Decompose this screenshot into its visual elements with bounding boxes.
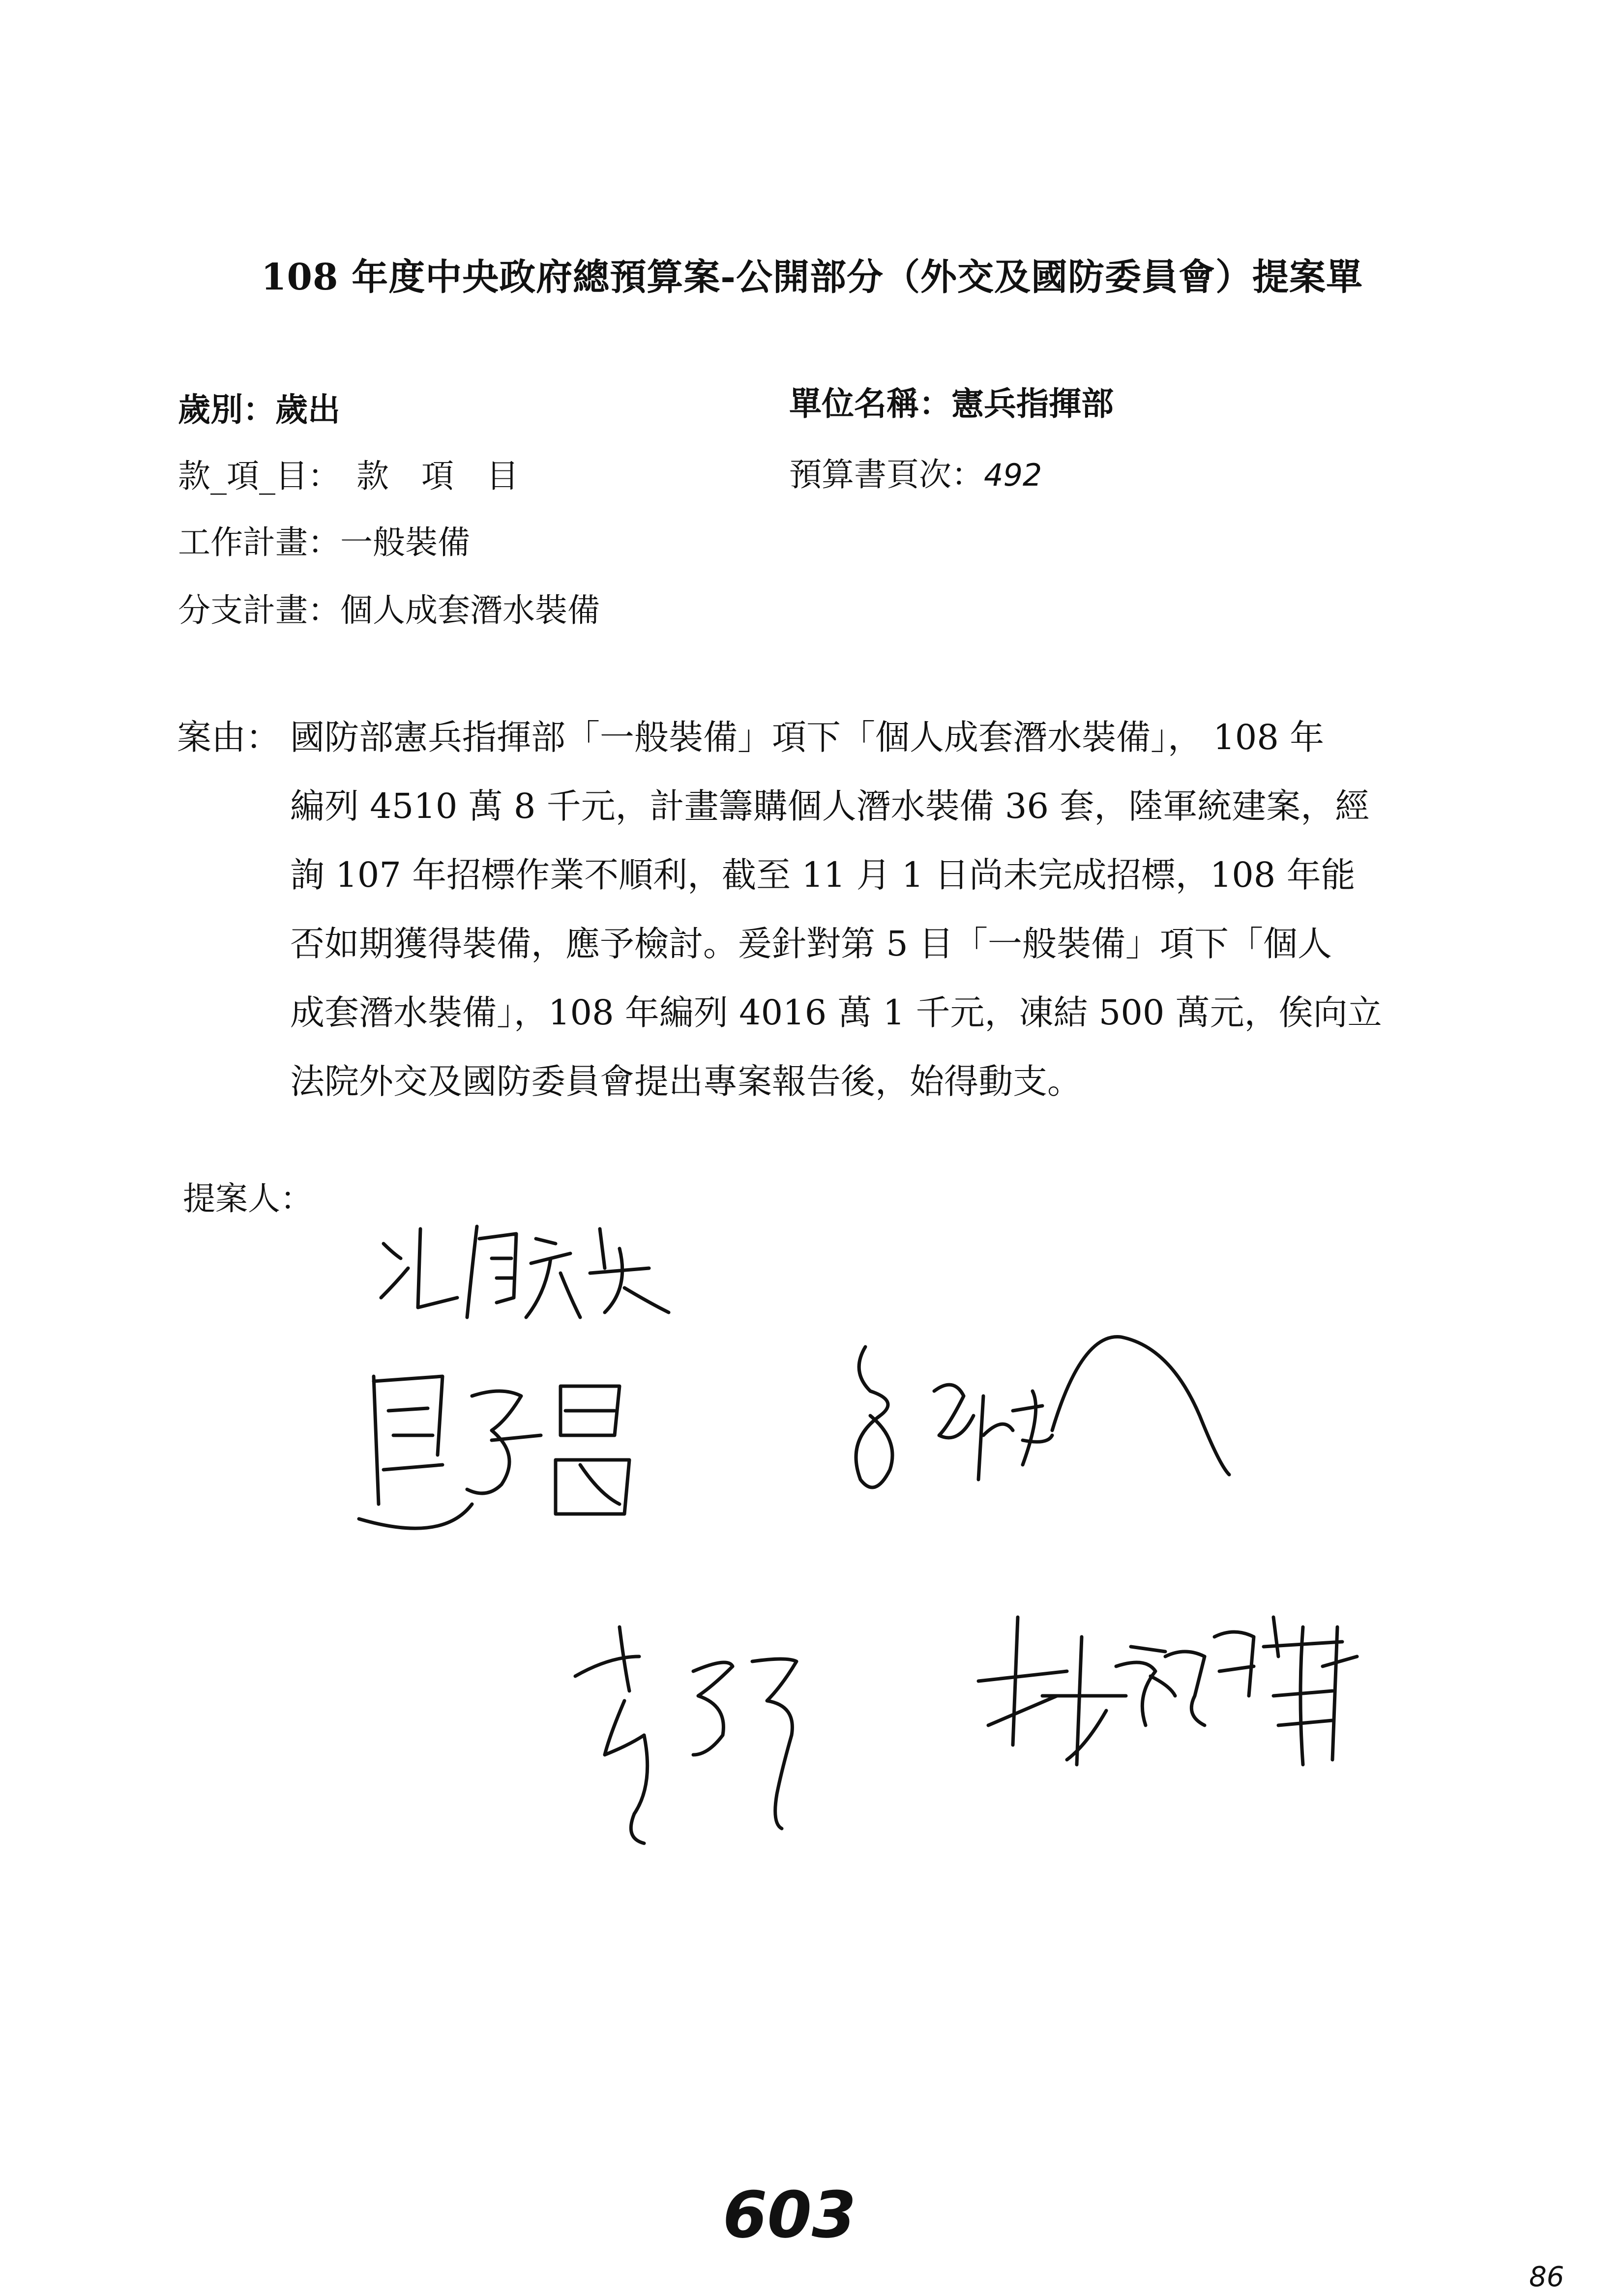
page-ref-label: 預算書頁次：	[789, 456, 984, 494]
sub-plan: 分支計畫：個人成套潛水裝備	[178, 591, 600, 629]
signature-4	[565, 1607, 880, 1883]
proposal-line: 成套潛水裝備」，108 年編列 4016 萬 1 千元，凍結 500 萬元，俟向立	[290, 992, 1382, 1033]
handwritten-page-number: 603	[723, 2178, 856, 2252]
signature-1	[374, 1199, 738, 1327]
proposal-line: 否如期獲得裝備，應予檢討。爰針對第 5 目「一般裝備」項下「個人	[290, 924, 1332, 964]
proposal-line: 編列 4510 萬 8 千元，計畫籌購個人潛水裝備 36 套，陸軍統建案，經	[290, 786, 1370, 826]
signature-5	[959, 1598, 1401, 1784]
document-title: 108 年度中央政府總預算案-公開部分（外交及國防委員會）提案單	[261, 256, 1363, 298]
unit-name: 單位名稱：憲兵指揮部	[789, 384, 1114, 423]
work-plan: 工作計畫：一般裝備	[178, 523, 470, 561]
proposal-line: 法院外交及國防委員會提出專案報告後，始得動支。	[290, 1061, 1082, 1102]
signature-3	[826, 1317, 1234, 1548]
proposal-line: 詢 107 年招標作業不順利，截至 11 月 1 日尚未完成招標，108 年能	[290, 855, 1356, 895]
budget-item: 款_項_目： 款 項 目	[178, 457, 519, 495]
proposer-label: 提案人：	[183, 1180, 313, 1218]
page-ref-handwritten-value: 492	[984, 457, 1042, 493]
proposal-label: 案由：	[177, 717, 280, 757]
proposal-text	[290, 703, 1519, 1116]
budget-page-reference	[789, 448, 1042, 495]
proposal-line: 國防部憲兵指揮部「一般裝備」項下「個人成套潛水裝備」， 108 年	[290, 717, 1325, 757]
handwritten-corner-number: 86	[1529, 2261, 1565, 2293]
budget-category: 歲別：歲出	[178, 390, 340, 429]
signature-2	[344, 1357, 679, 1553]
